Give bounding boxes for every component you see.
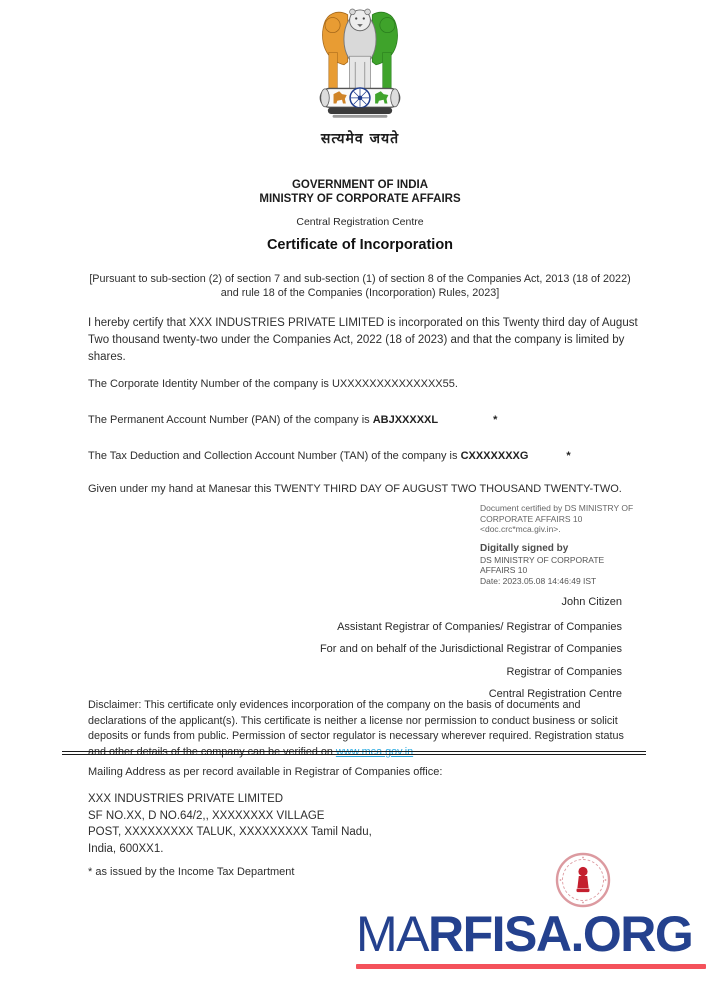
pan-line bbox=[88, 414, 648, 426]
logo-underline-bar bbox=[356, 964, 706, 969]
address-line-taluk: POST, XXXXXXXXX TALUK, XXXXXXXXX Tamil Nadu, bbox=[88, 826, 372, 839]
address-line-company: XXX INDUSTRIES PRIVATE LIMITED bbox=[88, 793, 284, 805]
india-state-emblem-icon bbox=[308, 109, 412, 126]
address-line-country: India, 600XX1. bbox=[88, 842, 164, 855]
marfisa-logo-text bbox=[356, 906, 712, 962]
officer-title-3: Registrar of Companies bbox=[506, 665, 622, 678]
digitally-signed-block bbox=[480, 543, 690, 587]
tan-label: The Tax Deduction and Collection Account Number (TAN) of the company is bbox=[88, 450, 461, 462]
cin-label: The Corporate Identity Number of the company is bbox=[88, 378, 332, 390]
pan-label: The Permanent Account Number (PAN) of the company is bbox=[88, 414, 373, 426]
emblem-motto: सत्यमेव जयते bbox=[320, 131, 400, 147]
certified-by-line-2: CORPORATE AFFAIRS 10 bbox=[480, 513, 583, 524]
red-emblem-seal-icon bbox=[553, 850, 613, 910]
registration-centre-line: Central Registration Centre bbox=[296, 216, 424, 228]
officer-block bbox=[202, 591, 622, 706]
tan-asterisk: * bbox=[566, 450, 571, 462]
digital-signature-block bbox=[480, 503, 690, 586]
government-line: GOVERNMENT OF INDIA bbox=[291, 179, 429, 191]
digitally-signed-line-3: AFFAIRS 10 bbox=[480, 565, 528, 575]
emblem-block bbox=[0, 0, 720, 148]
tan-value: CXXXXXXXG bbox=[460, 450, 529, 462]
pan-value: ABJXXXXXL bbox=[372, 414, 439, 426]
mailing-address-heading: Mailing Address as per record available in Registrar of Companies office: bbox=[88, 766, 443, 778]
officer-title-2: For and on behalf of the Jurisdictional Registrar of Companies bbox=[319, 643, 622, 656]
disclaimer-text: Disclaimer: This certificate only evidences incorporation of the company on the basis of documents and declarations of the applicant(s). This certificate is neither a license nor permission to conduct business or solicit deposits or funds from public. Permission of sector regulator is necessary wherever required. Registration status and other details of the company can be verified on bbox=[88, 699, 624, 758]
logo-part-light: MA bbox=[356, 906, 428, 962]
pan-asterisk: * bbox=[493, 414, 498, 426]
cin-value: UXXXXXXXXXXXXXX55. bbox=[331, 378, 458, 390]
logo-part-tld: .ORG bbox=[570, 906, 693, 962]
certified-by-line-1: Document certified by DS MINISTRY OF bbox=[480, 503, 634, 513]
pan-tan-footnote: * as issued by the Income Tax Department bbox=[88, 866, 295, 878]
mca-website-link[interactable]: www.mca.gov.in bbox=[335, 745, 414, 758]
officer-title-1: Assistant Registrar of Companies/ Registrar of Companies bbox=[337, 620, 622, 633]
marfisa-logo bbox=[356, 906, 712, 969]
signature-date-line: Date: 2023.05.08 14:46:49 IST bbox=[480, 575, 597, 586]
digitally-signed-line-2: DS MINISTRY OF CORPORATE bbox=[480, 554, 605, 565]
section-divider bbox=[62, 751, 646, 755]
digitally-signed-line-1: Digitally signed by bbox=[480, 542, 569, 554]
mailing-address-block bbox=[88, 791, 508, 857]
ministry-line: MINISTRY OF CORPORATE AFFAIRS bbox=[259, 193, 461, 205]
pursuant-clause: [Pursuant to sub-section (2) of section 7 and sub-section (1) of section 8 of the Companies Act, 2013 (18 of 2022) and rule 18 of the Companies (Incorporation) Rules, 2023] bbox=[89, 273, 631, 299]
certificate-title: Certificate of Incorporation bbox=[266, 237, 454, 253]
header-block bbox=[0, 178, 720, 206]
certified-by-line-3: <doc.crc*mca.giv.in>. bbox=[480, 524, 561, 534]
tan-line bbox=[88, 450, 648, 462]
signer-name: John Citizen bbox=[561, 596, 622, 608]
address-line-street: SF NO.XX, D NO.64/2,, XXXXXXXX VILLAGE bbox=[88, 809, 325, 822]
logo-part-bold: RFISA bbox=[428, 906, 571, 962]
given-under-hand-line: Given under my hand at Manesar this TWENTY THIRD DAY OF AUGUST TWO THOUSAND TWENTY-TWO. bbox=[88, 483, 622, 495]
cin-line bbox=[88, 378, 648, 390]
officer-title-4: Central Registration Centre bbox=[488, 688, 622, 701]
certify-paragraph: I hereby certify that XXX INDUSTRIES PRIVATE LIMITED is incorporated on this Twenty third day of August Two thousand twenty-two under the Companies Act, 2022 (18 of 2023) and that the company is limited by shares. bbox=[88, 317, 638, 363]
